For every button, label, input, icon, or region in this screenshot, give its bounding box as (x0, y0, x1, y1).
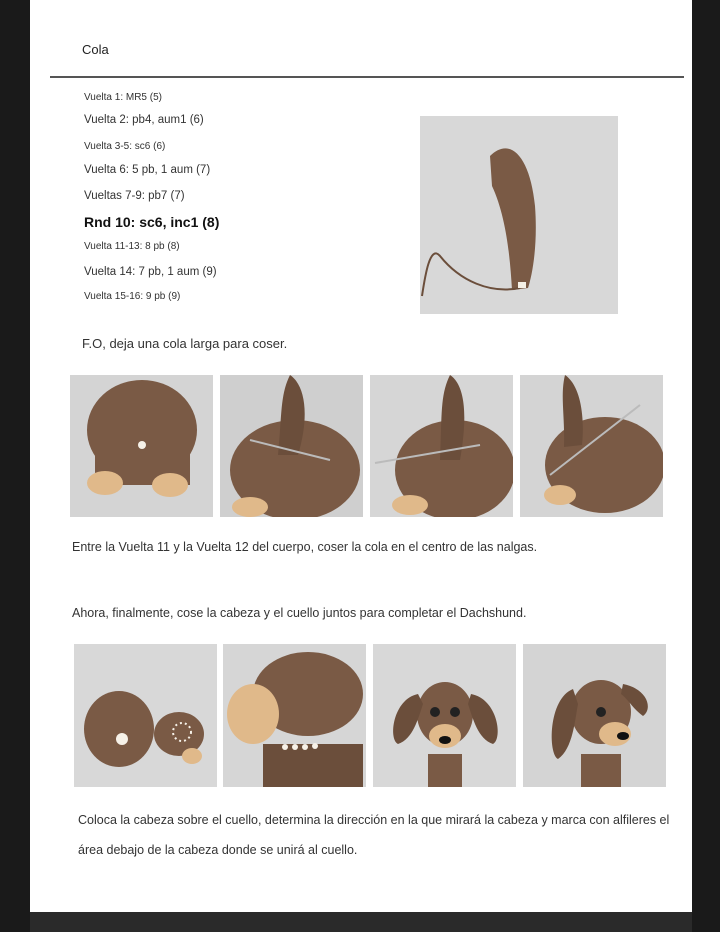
tail-photo (420, 116, 618, 314)
sewing-photo-2 (220, 375, 363, 517)
assembly-photo-2 (223, 644, 366, 787)
sewing-photo-3 (370, 375, 513, 517)
section-title: Cola (82, 42, 109, 57)
assembly-photo-1 (74, 644, 217, 787)
pattern-step: Vuelta 15-16: 9 pb (9) (84, 290, 181, 302)
pattern-step: Vuelta 14: 7 pb, 1 aum (9) (84, 266, 217, 279)
head-caption: Ahora, finalmente, cose la cabeza y el cuello juntos para completar el Dachshund. (72, 606, 527, 620)
pattern-step: Vuelta 11-13: 8 pb (8) (84, 241, 180, 253)
section-divider (50, 76, 684, 78)
document-page (30, 0, 692, 912)
pattern-step: Vuelta 6: 5 pb, 1 aum (7) (84, 163, 211, 176)
pattern-step: Vuelta 2: pb4, aum1 (6) (84, 114, 204, 126)
assembly-photo-4 (523, 644, 666, 787)
sewing-photo-4 (520, 375, 663, 517)
pattern-step: Vueltas 7-9: pb7 (7) (84, 189, 185, 202)
pattern-steps (84, 92, 424, 303)
pattern-step: Vuelta 1: MR5 (5) (84, 92, 162, 103)
tail-caption: Entre la Vuelta 11 y la Vuelta 12 del cuerpo, coser la cola en el centro de las nalgas. (72, 540, 538, 554)
page-edge (30, 912, 692, 932)
pattern-step: Vuelta 3-5: sc6 (6) (84, 140, 166, 152)
position-caption: Coloca la cabeza sobre el cuello, determina la dirección en la que mirará la cabeza y marca con alfileres el área debajo de la cabeza donde se unirá al cuello. (78, 813, 670, 857)
sewing-photo-1 (70, 375, 213, 517)
finish-instruction: F.O, deja una cola larga para coser. (82, 336, 288, 351)
assembly-photo-3 (373, 644, 516, 787)
pattern-step: Rnd 10: sc6, inc1 (8) (84, 214, 220, 231)
